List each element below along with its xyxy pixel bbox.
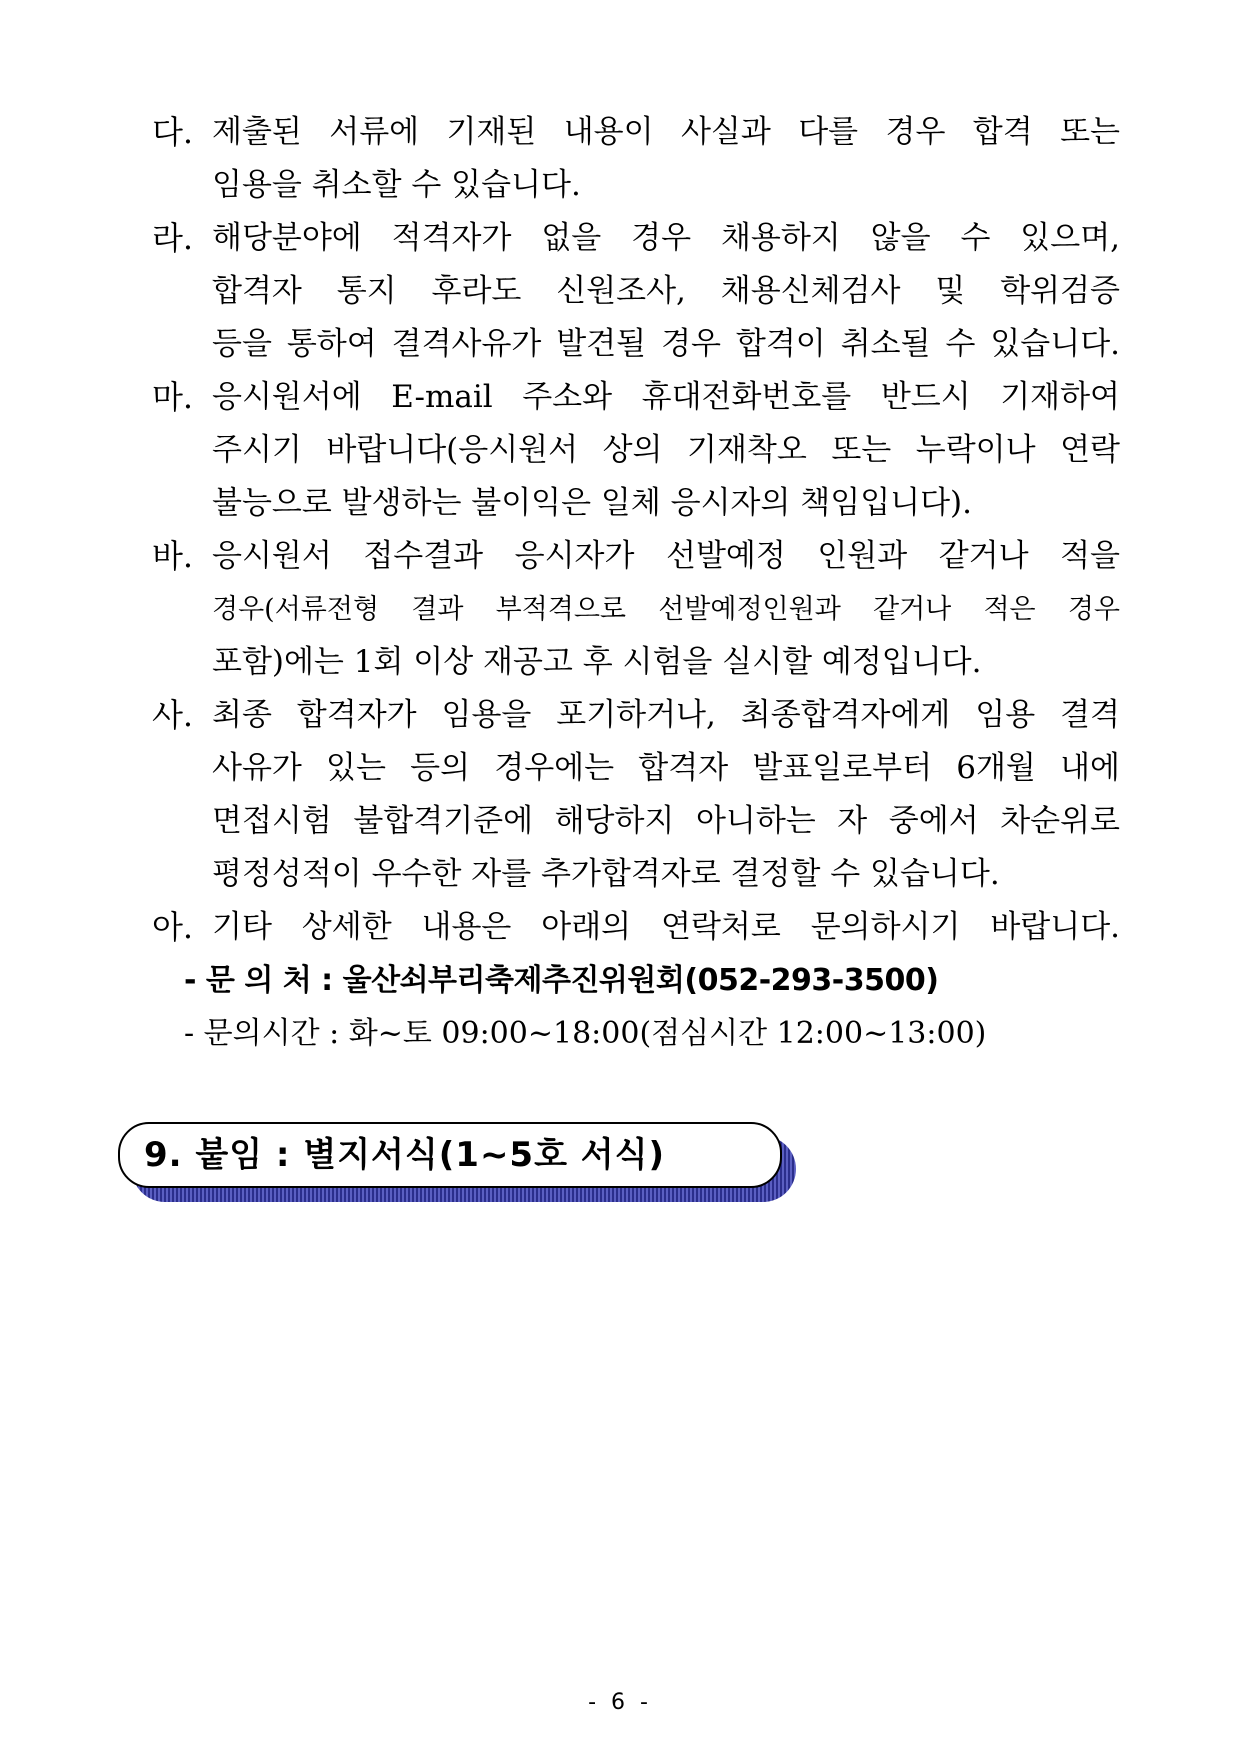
page-number: - 6 -	[588, 1690, 652, 1715]
item-line: 불능으로 발생하는 불이익은 일체 응시자의 책임입니다).	[212, 485, 972, 521]
item-line: 등을 통하여 결격사유가 발견될 경우 합격이 취소될 수 있습니다.	[212, 326, 1120, 362]
item-marker: 바.	[152, 537, 194, 575]
item-marker: 사.	[152, 696, 194, 734]
item-line: 임용을 취소할 수 있습니다.	[212, 167, 581, 203]
item-marker: 아.	[152, 908, 194, 946]
item-line: 기타 상세한 내용은 아래의 연락처로 문의하시기 바랍니다.	[212, 909, 1120, 945]
item-line: 합격자 통지 후라도 신원조사, 채용신체검사 및 학위검증	[212, 273, 1120, 309]
item-line: 제출된 서류에 기재된 내용이 사실과 다를 경우 합격 또는	[212, 114, 1120, 150]
item-line: 해당분야에 적격자가 없을 경우 채용하지 않을 수 있으며,	[212, 220, 1120, 256]
item-line: 응시원서 접수결과 응시자가 선발예정 인원과 같거나 적을	[212, 538, 1120, 574]
section-heading-box	[118, 1122, 794, 1202]
item-marker: 마.	[152, 378, 194, 416]
contact-inquiry: - 문 의 처 : 울산쇠부리축제추진위원회(052-293-3500)	[184, 963, 939, 998]
item-line: 면접시험 불합격기준에 해당하지 아니하는 자 중에서 차순위로	[212, 803, 1120, 839]
item-line: 주시기 바랍니다(응시원서 상의 기재착오 또는 누락이나 연락	[212, 432, 1120, 468]
contact-hours: - 문의시간 : 화~토 09:00~18:00(점심시간 12:00~13:00)	[184, 1016, 987, 1051]
section-heading-frame	[118, 1122, 782, 1188]
item-line: 경우(서류전형 결과 부적격으로 선발예정인원과 같거나 적은 경우	[212, 594, 1120, 625]
item-line: 사유가 있는 등의 경우에는 합격자 발표일로부터 6개월 내에	[212, 750, 1120, 786]
item-marker: 라.	[152, 219, 194, 257]
section-heading-title: 9. 붙임 : 별지서식(1~5호 서식)	[144, 1135, 665, 1175]
item-line: 포함)에는 1회 이상 재공고 후 시험을 실시할 예정입니다.	[212, 644, 982, 680]
item-line: 응시원서에 E-mail 주소와 휴대전화번호를 반드시 기재하여	[212, 379, 1120, 415]
item-line: 최종 합격자가 임용을 포기하거나, 최종합격자에게 임용 결격	[212, 697, 1120, 733]
item-line: 평정성적이 우수한 자를 추가합격자로 결정할 수 있습니다.	[212, 856, 1000, 892]
item-marker: 다.	[152, 113, 194, 151]
